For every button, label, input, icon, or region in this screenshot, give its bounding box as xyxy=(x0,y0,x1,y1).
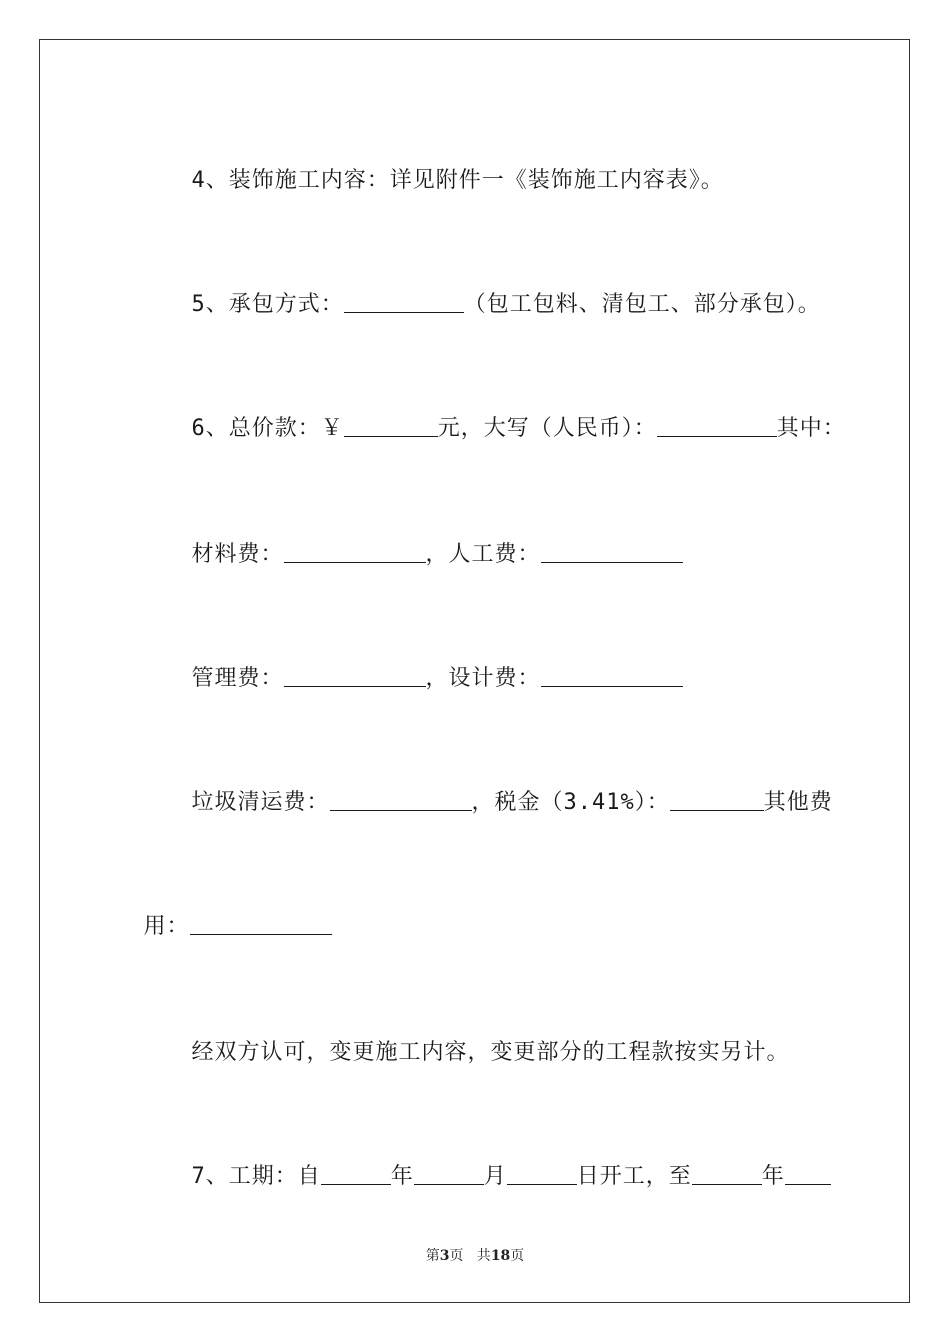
management-fee-blank[interactable] xyxy=(284,666,426,687)
start-month-label: 月 xyxy=(483,1164,507,1189)
change-note-text: 经双方认可，变更施工内容，变更部分的工程款按实另计。 xyxy=(191,1040,790,1065)
schedule-label: 7、工期：自 xyxy=(191,1164,321,1189)
tax-label: ，税金（3.41%）： xyxy=(471,790,670,815)
item-4-line xyxy=(163,136,724,196)
other-fee-label-cont: 用： xyxy=(143,914,190,939)
other-fee-label: 其他费 xyxy=(763,790,833,815)
total-price-uppercase-label: 元，大写（人民币）： xyxy=(437,416,657,441)
start-year-blank[interactable] xyxy=(321,1164,391,1185)
end-month-blank[interactable] xyxy=(785,1164,831,1185)
page-mid: 页 共 xyxy=(449,1248,491,1264)
material-fee-label: 材料费： xyxy=(191,542,284,567)
start-day-label: 日开工，至 xyxy=(576,1164,692,1189)
page-prefix: 第 xyxy=(425,1248,440,1264)
waste-tax-line xyxy=(163,758,833,818)
material-fee-blank[interactable] xyxy=(284,542,426,563)
other-fee-line xyxy=(115,882,332,942)
item-5-line xyxy=(163,260,821,320)
start-day-blank[interactable] xyxy=(507,1164,577,1185)
material-labor-line xyxy=(163,510,683,570)
total-price-label: 6、总价款：￥ xyxy=(191,416,344,441)
item-4-text: 4、装饰施工内容：详见附件一《装饰施工内容表》。 xyxy=(191,168,724,193)
item-6-line xyxy=(163,384,846,444)
item-7-line xyxy=(163,1132,831,1192)
labor-fee-label: ，人工费： xyxy=(425,542,541,567)
contract-method-label: 5、承包方式： xyxy=(191,292,344,317)
end-year-blank[interactable] xyxy=(692,1164,762,1185)
page-suffix: 页 xyxy=(510,1248,525,1264)
start-year-label: 年 xyxy=(390,1164,414,1189)
design-fee-label: ，设计费： xyxy=(425,666,541,691)
management-fee-label: 管理费： xyxy=(191,666,284,691)
contract-method-options: （包工包料、清包工、部分承包）。 xyxy=(463,292,821,317)
waste-removal-fee-label: 垃圾清运费： xyxy=(191,790,330,815)
total-price-blank[interactable] xyxy=(344,416,438,437)
design-fee-blank[interactable] xyxy=(541,666,683,687)
total-price-uppercase-blank[interactable] xyxy=(657,416,777,437)
tax-blank[interactable] xyxy=(670,790,764,811)
waste-removal-fee-blank[interactable] xyxy=(330,790,472,811)
start-month-blank[interactable] xyxy=(414,1164,484,1185)
end-year-label: 年 xyxy=(761,1164,785,1189)
contract-method-blank[interactable] xyxy=(344,292,464,313)
page-total: 18 xyxy=(490,1248,511,1264)
other-fee-blank[interactable] xyxy=(190,914,332,935)
change-note-line xyxy=(163,1008,790,1068)
page-footer xyxy=(0,1245,950,1265)
management-design-line xyxy=(163,634,683,694)
page-current: 3 xyxy=(439,1248,450,1264)
breakdown-label: 其中： xyxy=(776,416,846,441)
labor-fee-blank[interactable] xyxy=(541,542,683,563)
